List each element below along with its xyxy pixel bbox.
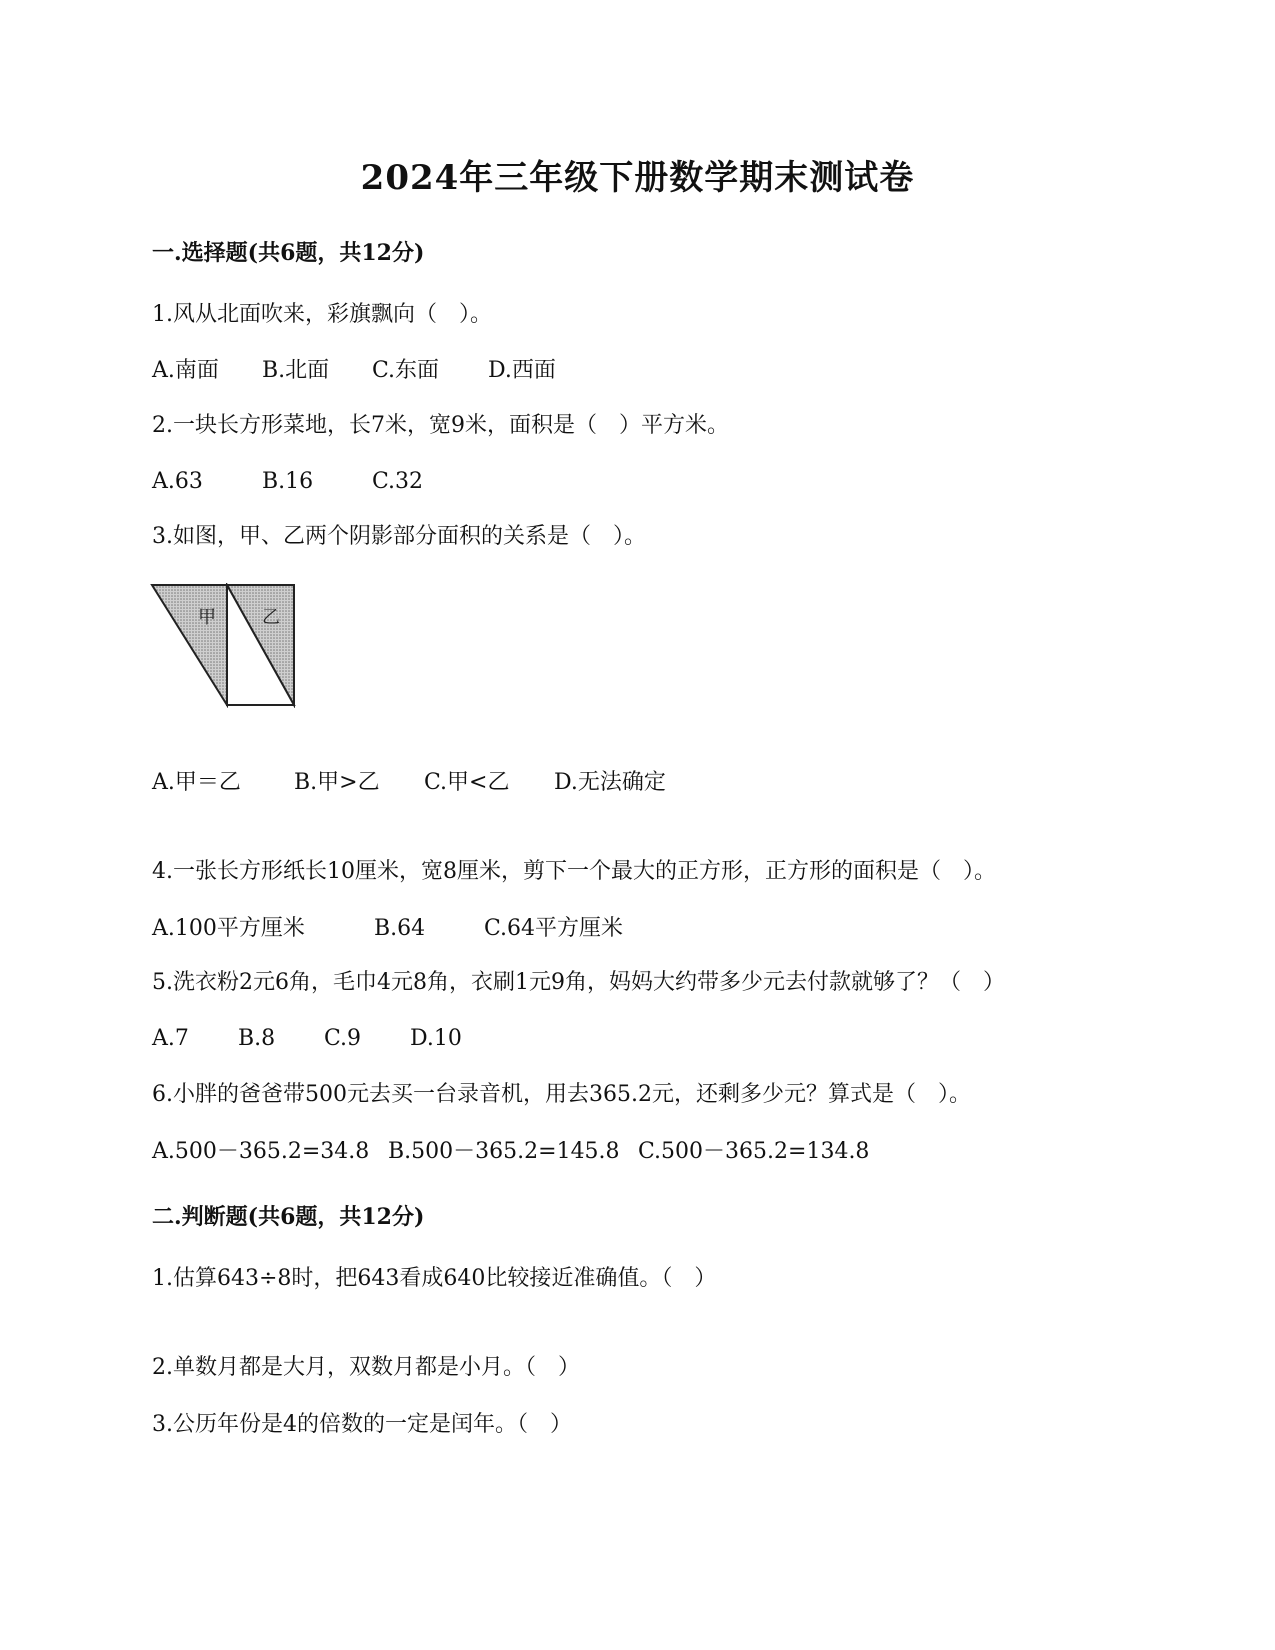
judgement-question-2: 2.单数月都是大月，双数月都是小月。（ ） [152, 1355, 580, 1380]
option: A.63 [152, 469, 203, 494]
label-jia: 甲 [198, 607, 216, 628]
option: C.9 [324, 1026, 362, 1051]
option: B.甲>乙 [294, 770, 380, 795]
option: C.64平方厘米 [484, 916, 624, 941]
option: D.西面 [488, 358, 556, 383]
option: B.8 [238, 1026, 276, 1051]
option: B.500－365.2=145.8 [388, 1139, 620, 1164]
section-heading-choice: 一.选择题(共6题，共12分) [152, 240, 425, 266]
question-4: 4.一张长方形纸长10厘米，宽8厘米，剪下一个最大的正方形，正方形的面积是（ ）。 [152, 859, 996, 884]
question-4-options [152, 914, 623, 944]
question-5-options [152, 1024, 462, 1054]
option: B.64 [374, 916, 426, 941]
option: B.北面 [262, 358, 330, 383]
option: A.100平方厘米 [152, 916, 305, 941]
question-6: 6.小胖的爸爸带500元去买一台录音机，用去365.2元，还剩多少元？算式是（ ）。 [152, 1082, 971, 1107]
option: C.东面 [372, 358, 440, 383]
judgement-question-1: 1.估算643÷8时，把643看成640比较接近准确值。（ ） [152, 1266, 717, 1291]
option: C.32 [372, 469, 424, 494]
option: C.500－365.2=134.8 [638, 1139, 870, 1164]
label-yi: 乙 [262, 607, 280, 628]
question-5: 5.洗衣粉2元6角，毛巾4元8角，衣刷1元9角，妈妈大约带多少元去付款就够了？（ ） [152, 970, 1005, 995]
option: D.10 [410, 1026, 462, 1051]
question-1: 1.风从北面吹来，彩旗飘向（ ）。 [152, 302, 492, 327]
question-3-options [152, 768, 666, 798]
option: A.甲＝乙 [152, 770, 241, 795]
option: C.甲<乙 [424, 770, 510, 795]
judgement-question-3: 3.公历年份是4的倍数的一定是闰年。（ ） [152, 1412, 572, 1437]
question-2: 2.一块长方形菜地，长7米，宽9米，面积是（ ）平方米。 [152, 413, 729, 438]
question-3: 3.如图，甲、乙两个阴影部分面积的关系是（ ）。 [152, 524, 646, 549]
question-1-options [152, 356, 556, 386]
option: B.16 [262, 469, 314, 494]
question-2-options [152, 467, 423, 497]
page-title: 2024年三年级下册数学期末测试卷 [360, 158, 915, 198]
option: A.南面 [152, 358, 219, 383]
shaded-area-figure [150, 583, 300, 708]
question-6-options [152, 1137, 869, 1167]
section-heading-judgement: 二.判断题(共6题，共12分) [152, 1204, 425, 1230]
option: A.500－365.2=34.8 [152, 1139, 370, 1164]
option: A.7 [152, 1026, 189, 1051]
option: D.无法确定 [554, 770, 666, 795]
shape-jia [152, 585, 227, 705]
